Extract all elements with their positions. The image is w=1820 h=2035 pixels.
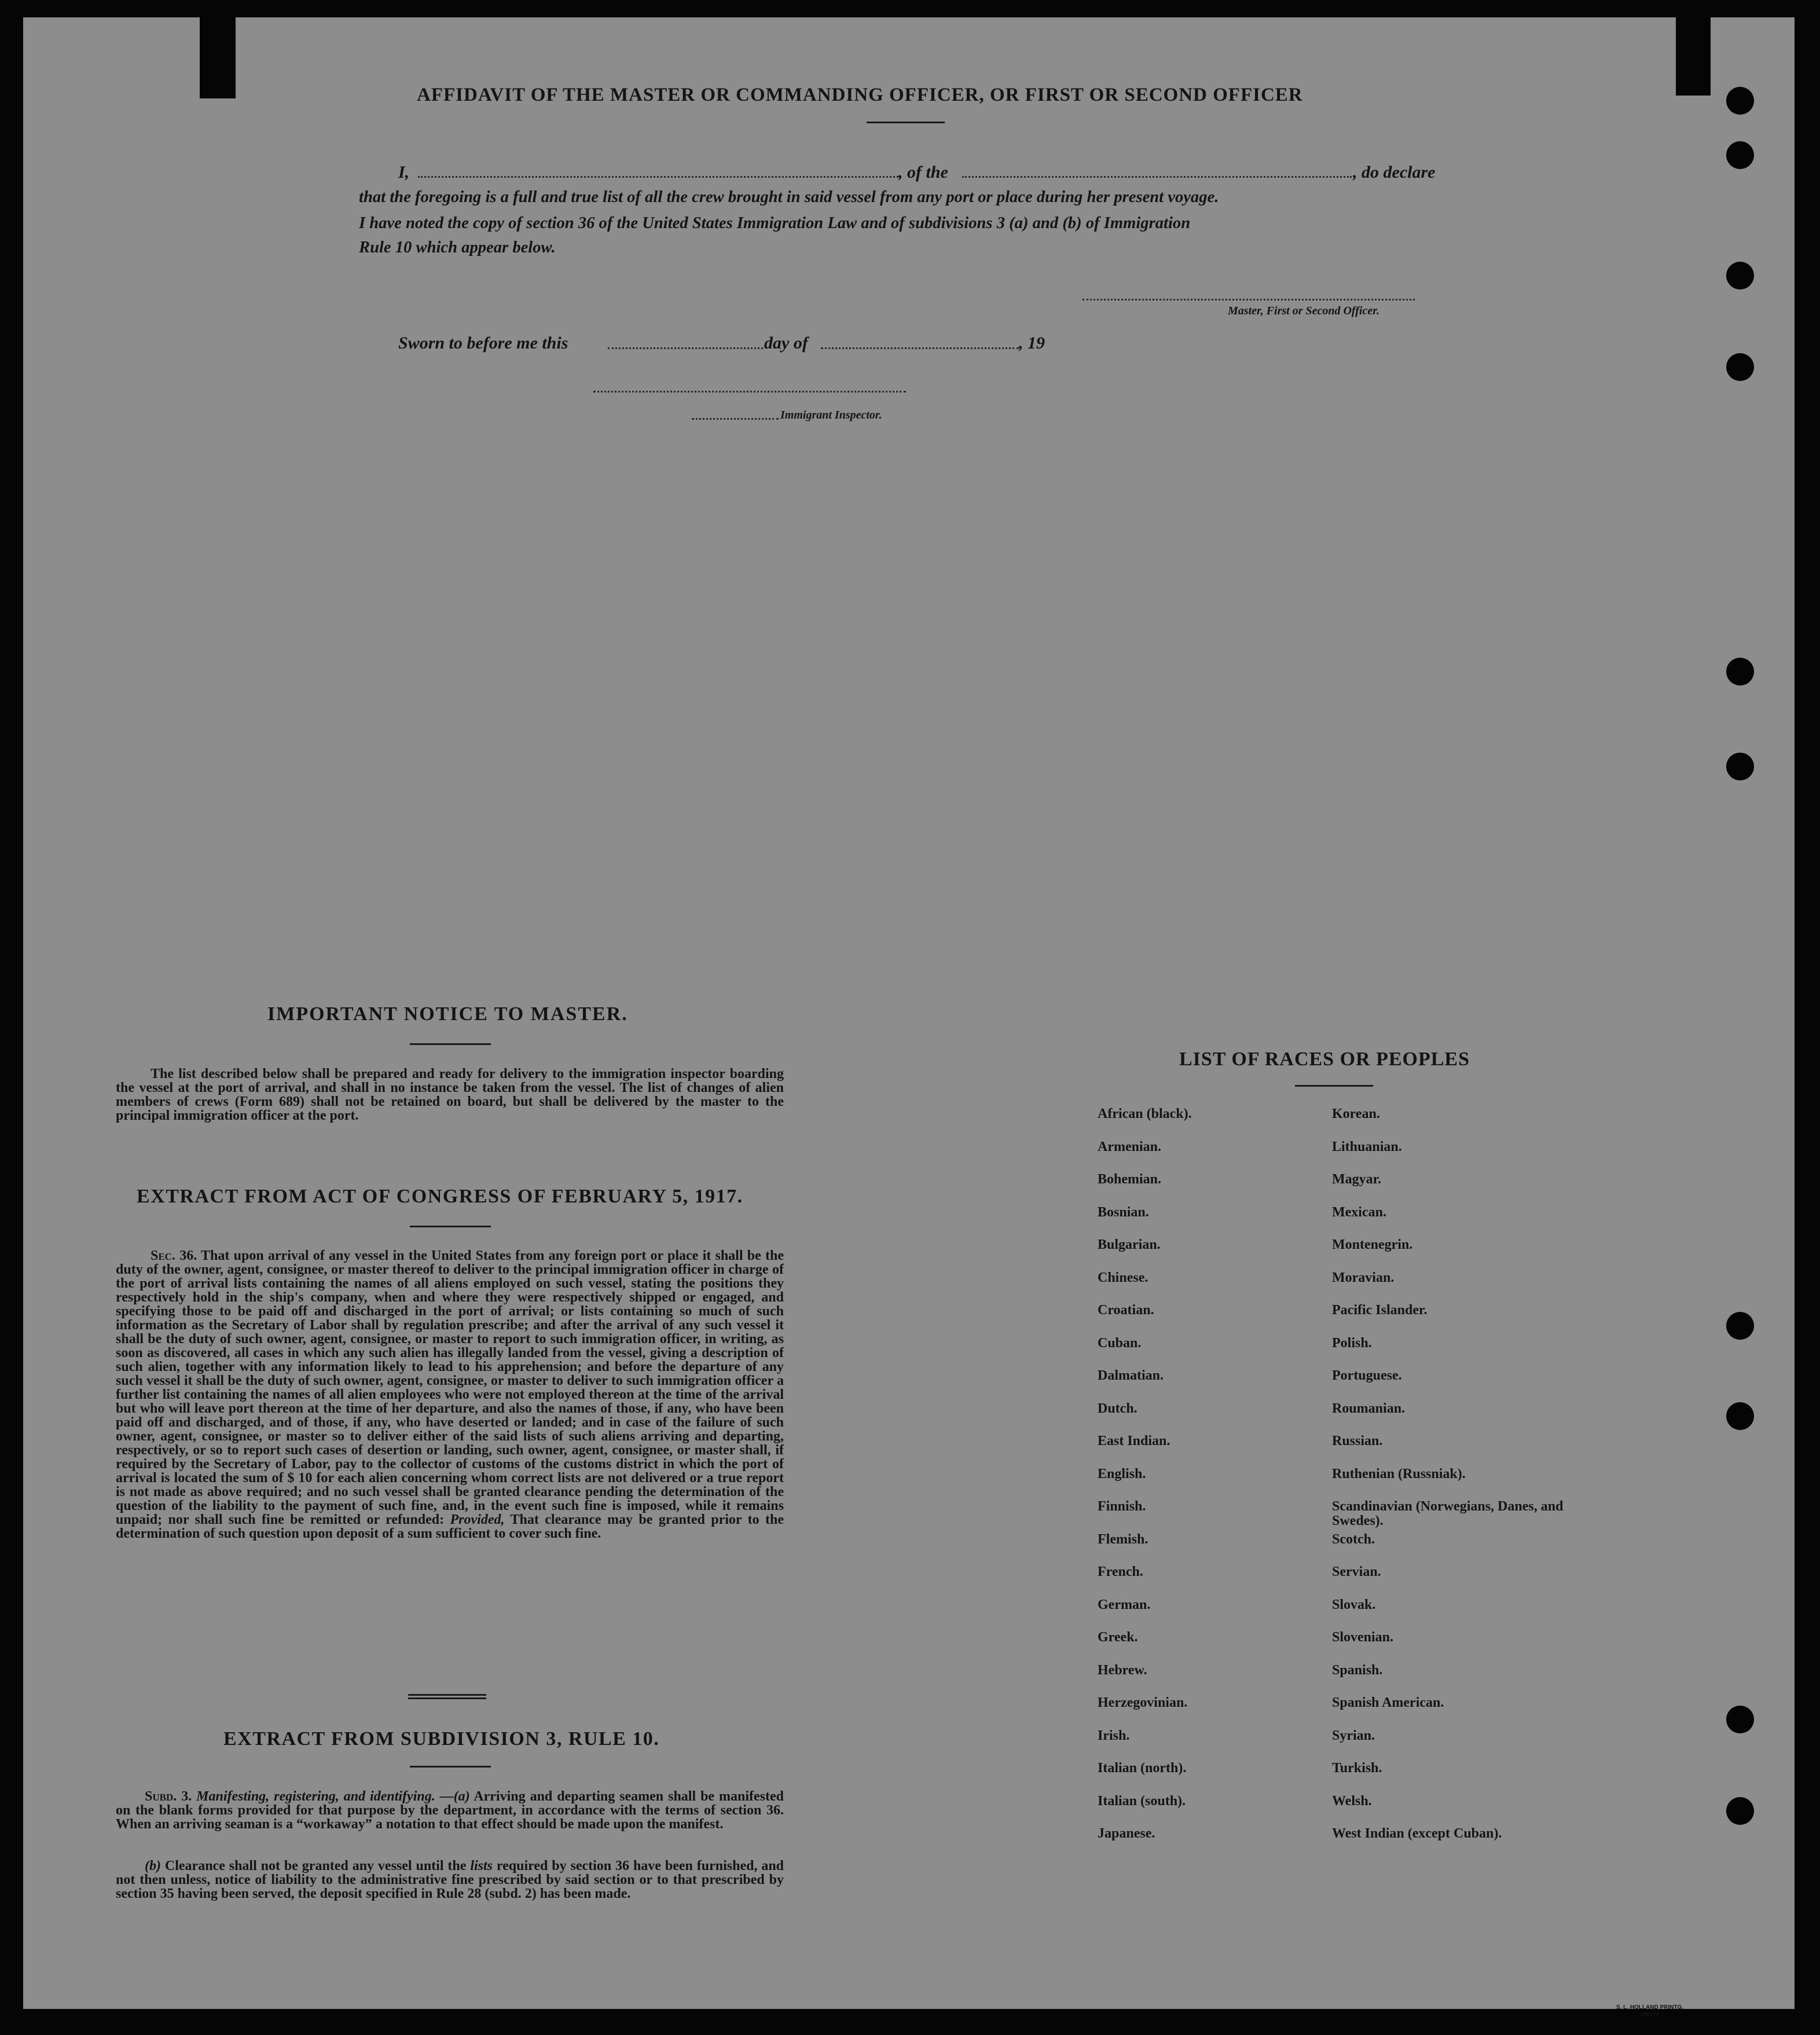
race-item: Korean. (1332, 1106, 1380, 1121)
act-heading-rule (410, 1226, 491, 1227)
races-heading: LIST OF RACES OR PEOPLES (1179, 1048, 1470, 1070)
race-item: Irish. (1098, 1728, 1130, 1743)
rule-subd-b-lists: lists (470, 1858, 493, 1873)
rule-subd-a (116, 1790, 784, 1831)
sworn-day-of: day of (764, 333, 808, 353)
race-item: English. (1098, 1466, 1146, 1482)
affidavit-line-2: I have noted the copy of section 36 of the United States Immigration Law and of subdivisions 3 (a) and (b) of Immigration (359, 214, 1191, 232)
race-item: Cuban. (1098, 1335, 1142, 1351)
affidavit-word-i: I, (398, 163, 410, 182)
inspector-caption: Immigrant Inspector. (780, 409, 882, 421)
notice-heading: IMPORTANT NOTICE TO MASTER. (267, 1003, 628, 1025)
race-item: African (black). (1098, 1106, 1192, 1121)
printer-mark-line-2: 300779 (1640, 2011, 1660, 2018)
race-item: Spanish American. (1332, 1695, 1444, 1710)
punch-hole (1726, 353, 1754, 381)
punch-hole (1726, 1312, 1754, 1340)
binder-tab-left (200, 0, 236, 98)
affidavit-line-1: that the foregoing is a full and true list of all the crew brought in said vessel from any port or place during her present voyage. (359, 188, 1219, 206)
sworn-year: , 19 (1019, 333, 1045, 353)
race-item: Montenegrin. (1332, 1237, 1413, 1252)
race-item: Bosnian. (1098, 1204, 1149, 1220)
vessel-blank[interactable] (962, 176, 1352, 178)
act-sec-label: Sec. 36. (151, 1248, 197, 1263)
inspector-signature-line[interactable] (593, 391, 906, 393)
race-item: Scandinavian (Norwegians, Danes, and Swedes). (1332, 1499, 1564, 1528)
race-item: East Indian. (1098, 1433, 1170, 1449)
act-provided: Provided, (450, 1512, 505, 1527)
punch-hole (1726, 141, 1754, 169)
rule-subd-title: Manifesting, registering, and identifying. (196, 1789, 435, 1804)
race-item: Bohemian. (1098, 1172, 1162, 1187)
race-item: Italian (south). (1098, 1793, 1186, 1809)
race-item: Dutch. (1098, 1400, 1138, 1416)
rule-subd-b (116, 1859, 784, 1901)
race-item: Moravian. (1332, 1270, 1395, 1285)
race-item: Dalmatian. (1098, 1368, 1164, 1383)
punch-hole (1726, 1402, 1754, 1430)
rule-subd-b-prefix: (b) (145, 1858, 161, 1873)
race-item: Finnish. (1098, 1499, 1146, 1514)
rule-heading: EXTRACT FROM SUBDIVISION 3, RULE 10. (223, 1728, 660, 1750)
race-item: Italian (north). (1098, 1761, 1187, 1776)
race-item: Portuguese. (1332, 1368, 1402, 1383)
race-item: Servian. (1332, 1564, 1381, 1579)
sworn-month-blank[interactable] (821, 347, 1019, 349)
inspector-caption-leader (692, 418, 779, 420)
race-item: Russian. (1332, 1433, 1383, 1449)
rule-subd-a-prefix: —(a) (439, 1789, 470, 1804)
punch-hole (1726, 1706, 1754, 1733)
race-item: Ruthenian (Russniak). (1332, 1466, 1466, 1482)
notice-heading-rule (410, 1043, 491, 1045)
affidavit-word-of-the: , of the (898, 163, 948, 182)
race-item: Herzegovinian. (1098, 1695, 1188, 1710)
affidavit-title-rule (867, 122, 945, 123)
punch-hole (1726, 753, 1754, 780)
printer-mark-line-1: S. L. HOLLAND PRINTG. (1616, 2004, 1684, 2011)
race-item: German. (1098, 1597, 1151, 1612)
sworn-prefix: Sworn to before me this (398, 333, 568, 353)
rule-heading-rule (410, 1766, 491, 1768)
notice-body-text: The list described below shall be prepared and ready for delivery to the immigration inspector boarding the vessel at the port of arrival, and shall in no instance be taken from the vessel. The list of changes of alien members of crews (Form 689) shall not be retained on board, but shall be delivered by the master to the principal immigration officer at the port. (116, 1066, 784, 1123)
race-item: Lithuanian. (1332, 1139, 1402, 1154)
affidavit-line-3: Rule 10 which appear below. (359, 239, 556, 256)
race-item: Greek. (1098, 1630, 1138, 1645)
printer-mark (1615, 2004, 1685, 2018)
race-item: French. (1098, 1564, 1143, 1579)
sworn-day-blank[interactable] (608, 347, 763, 349)
race-item: Syrian. (1332, 1728, 1375, 1743)
rule-subd-b-text-1: Clearance shall not be granted any vessel until the (164, 1858, 467, 1873)
race-item: Chinese. (1098, 1270, 1148, 1285)
act-double-rule (408, 1694, 486, 1699)
notice-body (116, 1067, 784, 1123)
race-item: Croatian. (1098, 1303, 1154, 1318)
race-item: Roumanian. (1332, 1400, 1406, 1416)
act-body-text-1: That upon arrival of any vessel in the United States from any foreign port or place it shall be the duty of the owner, agent, consignee, or master thereof to deliver to the principal immigration officer in charge of the port of arrival lists containing the names of all aliens employed on such vessel, stating the positions they respectively hold in the ship's company, when and where they were respectively shipped or engaged, and specifying those to be paid off and discharged in the port of arrival; or lists containing so much of such information as the Secretary of Labor shall by regulation prescribe; and after the arrival of any such vessel it shall be the duty of such owner, agent, consignee, or master to report to such immigration officer, in writing, as soon as discovered, all cases in which any such alien has illegally landed from the vessel, giving a description of such alien, together with any information likely to lead to his apprehension; and before the departure of any such vessel it shall be the duty of such owner, agent, consignee, or master to deliver to such immigration officer a further list containing the names of all alien employees who were not employed thereon at the time of the arrival but who will leave port thereon at the time of her departure, and also the names of those, if any, who have been paid off and discharged, and of those, if any, who have deserted or landed; and in case of the failure of such owner, agent, consignee, or master so to deliver either of the said lists of such aliens arriving and departing, respectively, or so to report such cases of desertion or landing, such owner, agent, consignee, or master shall, if required by the Secretary of Labor, pay to the collector of customs of the customs district in which the port of arrival is located the sum of $ 10 for each alien concerning whom correct lists are not delivered or a true report is not made as above required; and no such vessel shall be granted clearance pending the determination of the question of the liability to the payment of such fine, and, in the event such fine is imposed, while it remains unpaid; nor shall such fine be remitted or refunded: (116, 1248, 784, 1527)
race-item: Polish. (1332, 1335, 1372, 1351)
races-heading-rule (1295, 1085, 1373, 1087)
race-item: Hebrew. (1098, 1662, 1147, 1678)
name-blank[interactable] (418, 176, 898, 178)
race-item: Scotch. (1332, 1531, 1375, 1547)
binder-tab-right (1676, 0, 1711, 96)
race-item: Pacific Islander. (1332, 1303, 1428, 1318)
punch-hole (1726, 87, 1754, 115)
signature-caption: Master, First or Second Officer. (1228, 305, 1379, 317)
race-item: Welsh. (1332, 1793, 1372, 1809)
rule-subd-label: Subd. 3. (145, 1789, 192, 1804)
race-item: Slovenian. (1332, 1630, 1394, 1645)
race-item: Mexican. (1332, 1204, 1386, 1220)
rule-subd-a-text: Arriving and departing seamen shall be manifested on the blank forms provided for that purpose by the department, in accordance with the terms of section 36. When an arriving seaman is a “workaway” a notation to that effect should be made upon the manifest. (116, 1789, 784, 1832)
punch-hole (1726, 658, 1754, 685)
race-item: Magyar. (1332, 1172, 1382, 1187)
race-item: Japanese. (1098, 1826, 1155, 1841)
race-item: Bulgarian. (1098, 1237, 1161, 1252)
signature-line[interactable] (1083, 299, 1415, 300)
affidavit-word-do-declare: , do declare (1353, 163, 1436, 182)
punch-hole (1726, 1797, 1754, 1825)
race-item: West Indian (except Cuban). (1332, 1826, 1502, 1841)
act-body-text-2: That clearance may be granted prior to the determination of such question upon deposit of a sum sufficient to cover such fine. (116, 1512, 784, 1541)
races-list (1098, 1107, 1566, 1860)
race-item: Flemish. (1098, 1531, 1148, 1547)
rule-subd-b-text-2: required by section 36 have been furnished, and not then unless, notice of liability to the administrative fine prescribed by said section or to that prescribed by section 35 having been served, the deposit specified in Rule 28 (subd. 2) has been made. (116, 1858, 784, 1901)
affidavit-title: AFFIDAVIT OF THE MASTER OR COMMANDING OFFICER, OR FIRST OR SECOND OFFICER (417, 85, 1303, 105)
race-item: Armenian. (1098, 1139, 1161, 1154)
race-item: Slovak. (1332, 1597, 1376, 1612)
race-item: Spanish. (1332, 1662, 1383, 1678)
punch-hole (1726, 262, 1754, 289)
act-heading: EXTRACT FROM ACT OF CONGRESS OF FEBRUARY 5, 1917. (137, 1186, 743, 1207)
race-item: Turkish. (1332, 1761, 1382, 1776)
act-body (116, 1249, 784, 1541)
